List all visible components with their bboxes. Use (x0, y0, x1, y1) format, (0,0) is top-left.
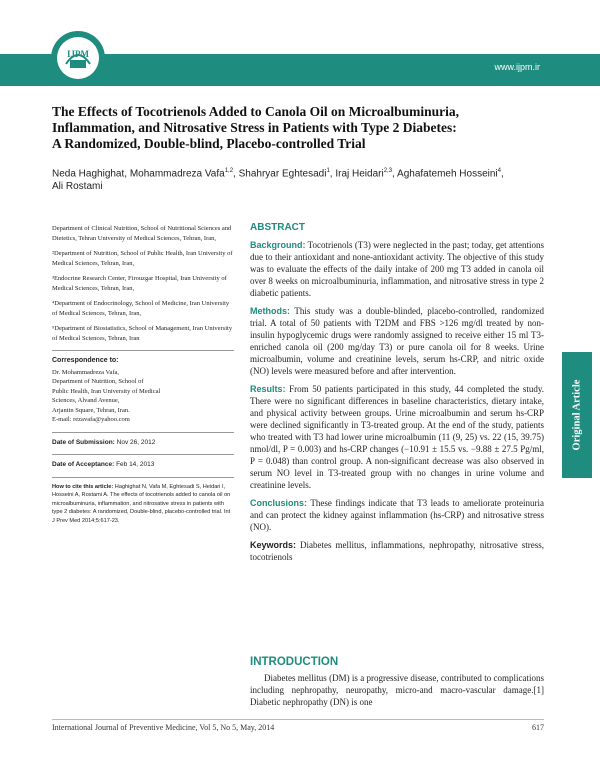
affiliation: ³Endocrine Research Center, Firouzgar Hospital, Iran University of Medical Sciences, Tehran, Iran, (52, 275, 227, 292)
affiliation: ⁵Department of Biostatistics, School of Management, Iran University of Medical Sciences, Tehran, Iran (52, 325, 233, 342)
article-type-tab (562, 352, 592, 478)
correspondence-line: Public Health, Iran University of Medical (52, 387, 161, 395)
journal-url[interactable]: www.ijpm.ir (494, 62, 540, 72)
affiliation-sup: 2,3 (383, 168, 393, 174)
article-type-label: Original Article (571, 379, 583, 451)
author: Ali Rostami (52, 181, 103, 193)
correspondence-line: Arjantin Square, Tehran, Iran. (52, 406, 130, 414)
affiliation: ⁴Department of Endocrinology, School of Medicine, Iran University of Medical Sciences, Tehran, Iran, (52, 300, 230, 317)
affiliation-sup: 1 (326, 168, 330, 174)
abstract-results: Results: From 50 patients participated in this study, 44 completed the study. There were no significant differences in baseline characteristics, dietary intake, and physical activity between groups. Urine microalbumin and serum hs-CRP were declined significantly in T3-treated group. At the end of the study, patients who treated with T3 had lower urine microalbumin (11 (9, 25) vs. 22 (15, 39.75) nmol/dl, P = 0.003) and hs-CRP changes (−10.91 ± 15.5 vs. −9.88 ± 27.5 Pg/ml, P = 0.048) than control group. A non-significant decrease was also observed in serum NO level in T3-treated group with no changes in urine volume and creatinine levels. (250, 384, 544, 490)
introduction-text: Diabetes mellitus (DM) is a progressive disease, contributed to complications including nephropathy, neuropathy, micro-and macro-vascular damage.[1] Diabetic nephropathy (DN) is one (250, 673, 544, 707)
left-column (52, 224, 234, 525)
author: , Iraj Heidari (329, 168, 384, 180)
logo-text: IJPM (67, 49, 89, 59)
title-line: Inflammation, and Nitrosative Stress in Patients with Type 2 Diabetes: (52, 120, 457, 135)
affiliation: Department of Clinical Nutrition, School of Nutritional Sciences and Dietetics, Tehran University of Medical Sciences, Tehran, Iran, (52, 225, 232, 242)
affiliation: ²Department of Nutrition, School of Public Health, Iran University of Medical Sciences, Tehran, Iran, (52, 250, 233, 267)
correspondence-line: Sciences, Alvand Avenue, (52, 397, 120, 404)
abstract (250, 222, 544, 569)
footer-divider (52, 719, 544, 720)
acceptance-date: Date of Acceptance: Feb 14, 2013 (52, 461, 155, 468)
divider (52, 350, 234, 351)
affiliations (52, 224, 234, 343)
journal-logo (50, 30, 106, 86)
correspondence-heading: Correspondence to: (52, 357, 119, 364)
footer-journal: International Journal of Preventive Medicine, Vol 5, No 5, May, 2014 (52, 723, 275, 732)
article-title (52, 104, 552, 152)
author: , Shahryar Eghtesadi (233, 168, 327, 180)
abstract-heading: ABSTRACT (250, 222, 305, 233)
abstract-keywords: Keywords: Diabetes mellitus, inflammations, nephropathy, nitrosative stress, tocotrienols (250, 540, 545, 562)
introduction-heading: INTRODUCTION (250, 656, 339, 668)
affiliation-sup: 4 (497, 168, 501, 174)
author: , Aghafatemeh Hosseini (392, 168, 498, 180)
affiliation-sup: 1,2 (224, 168, 234, 174)
author-list: Neda Haghighat, Mohammadreza Vafa$^{1,2}$, Shahryar Eghtesadi$^1$, Iraj Heidari$^{2,3}$, Aghafatemeh Hosseini$^4$, Ali Rostami (52, 165, 552, 193)
submission-date: Date of Submission: Nov 26, 2012 (52, 438, 156, 446)
correspondence-line: Dr. Mohammadreza Vafa, (52, 368, 120, 376)
abstract-conclusions: Conclusions: These findings indicate that T3 leads to ameliorate proteinuria and can protect the kidney against inflammation (hs-CRP) and nitrosative stress (NO). (250, 498, 544, 532)
title-line: The Effects of Tocotrienols Added to Canola Oil on Microalbuminuria, (52, 104, 460, 119)
divider (52, 477, 234, 478)
author: Neda Haghighat, Mohammadreza Vafa (52, 168, 225, 180)
correspondence-email[interactable]: E-mail: rezavafa@yahoo.com (52, 416, 130, 423)
title-line: A Randomized, Double-blind, Placebo-controlled Trial (52, 136, 366, 151)
divider (52, 432, 234, 433)
how-to-cite: How to cite this article: Haghighat N, Vafa M, Eghtesadi S, Heidari I, Hosseini A, Rostami A. The effects of tocotrienols added to canola oil on microalbuminuria, inflammation, and nitrosative stress in patients with type 2 diabetes: A randomized, Double-blind, placebo-controlled trial. Int J Prev Med 2014;5:617-23. (52, 483, 231, 524)
correspondence (52, 356, 234, 425)
divider (52, 454, 234, 455)
abstract-background: Background: Tocotrienols (T3) were neglected in the past; today, get attentions due to their antioxidant and none-antioxidant activity. The objective of this study was to evaluate the effects of the daily intake of 200 mg T3 added in canola oil over 8 weeks on microalbuminuria, inflammation, and nitrosative stress in type 2 diabetic patients. (250, 240, 544, 298)
abstract-methods: Methods: This study was a double-blinded, placebo-controlled, randomized trial. A total of 50 patients with T2DM and FBS >126 mg/dl treated by non-insulin hypoglycemic drugs were randomly assigned to receive either 15 ml T3-enriched canola oil (200 mg/day T3) or pure canola oil for 8 weeks. Urine microalbumin, volume and creatinine levels, serum hs-CRP, and nitric oxide (NO) levels were measured before and after intervention. (250, 306, 544, 376)
correspondence-line: Department of Nutrition, School of (52, 378, 144, 385)
page-number: 617 (532, 723, 544, 732)
